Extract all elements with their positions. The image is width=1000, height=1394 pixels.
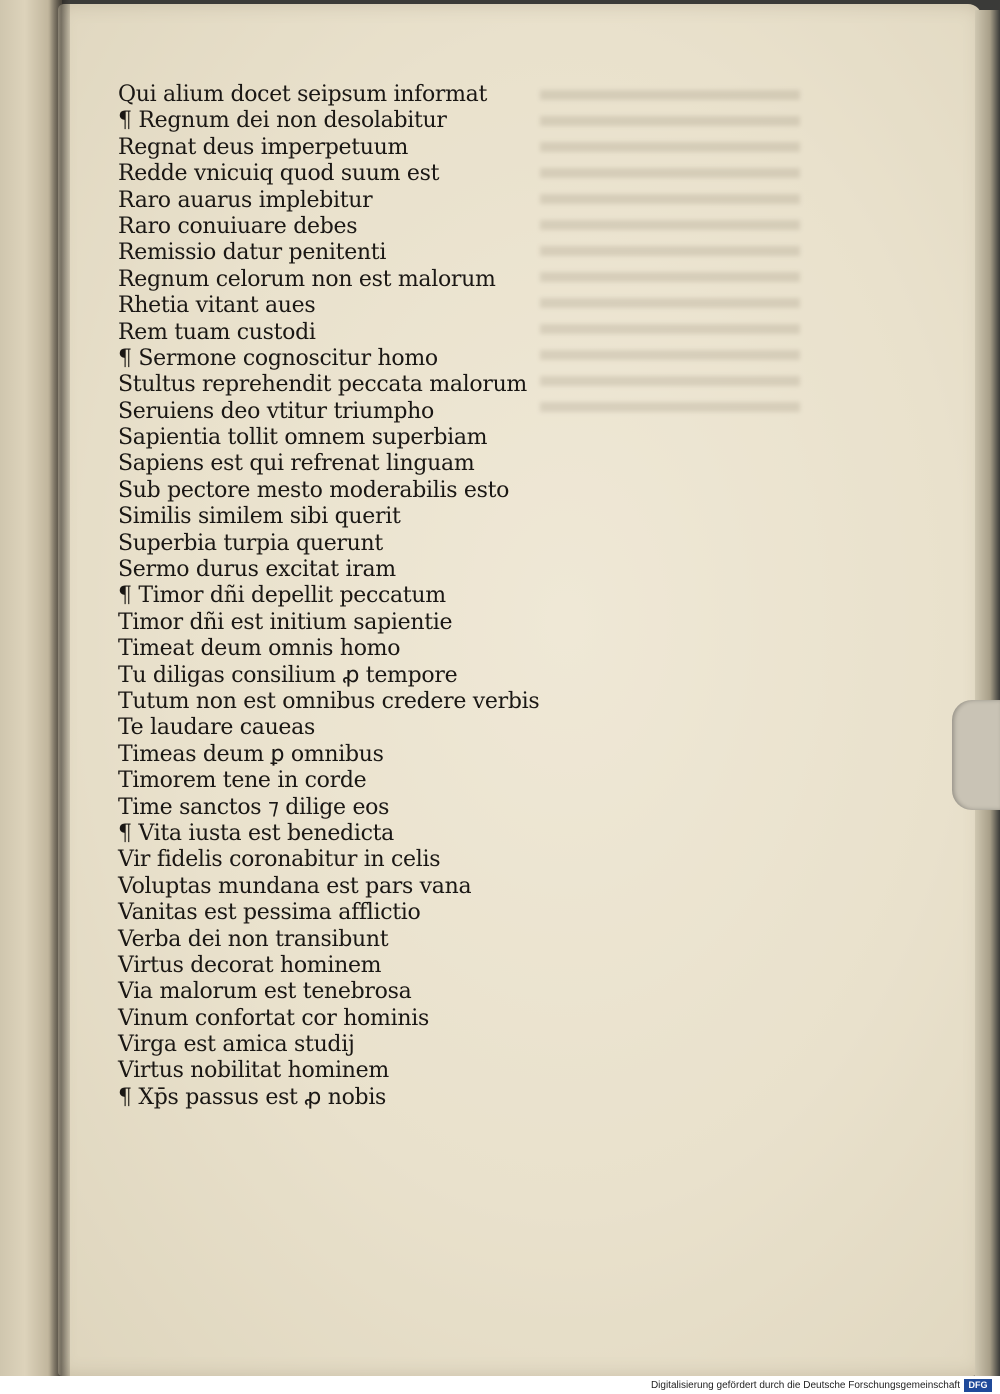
- text-line: Virga est amica studij: [118, 1032, 355, 1058]
- text-line: Regnat deus imperpetuum: [118, 134, 409, 160]
- text-line: Rem tuam custodi: [118, 319, 316, 345]
- text-line: ¶ Vita iusta est benedicta: [118, 820, 394, 846]
- page-tab: [952, 700, 1000, 810]
- text-line: Vanitas est pessima afflictio: [118, 900, 421, 926]
- text-line: Sapientia tollit omnem superbiam: [118, 425, 488, 451]
- text-line: Redde vnicuiq quod suum est: [118, 161, 440, 187]
- text-line: Sapiens est qui refrenat linguam: [118, 451, 475, 477]
- text-line: Time sanctos ⁊ dilige eos: [118, 794, 390, 820]
- show-through-text: [540, 90, 800, 420]
- page-edge-right: [975, 10, 1000, 1376]
- text-line: Remissio datur penitenti: [118, 240, 387, 266]
- text-line: ¶ Sermone cognoscitur homo: [118, 345, 438, 371]
- text-column: [118, 82, 578, 1111]
- text-line: Voluptas mundana est pars vana: [118, 873, 472, 899]
- text-line: ¶ Regnum dei non desolabitur: [118, 108, 447, 134]
- text-line: Raro auarus implebitur: [118, 187, 373, 213]
- text-line: Raro conuiuare debes: [118, 213, 358, 239]
- text-line: Tutum non est omnibus credere verbis: [118, 688, 540, 714]
- text-line: Stultus reprehendit peccata malorum: [118, 372, 527, 398]
- text-line: Vir fidelis coronabitur in celis: [118, 847, 441, 873]
- text-line: Regnum celorum non est malorum: [118, 266, 496, 292]
- dfg-logo: DFG: [964, 1379, 992, 1392]
- text-line: Virtus decorat hominem: [118, 952, 382, 978]
- text-line: Timeat deum omnis homo: [118, 636, 401, 662]
- text-line: Qui alium docet seipsum informat: [118, 82, 488, 107]
- text-line: Similis similem sibi querit: [118, 504, 401, 530]
- text-line: Timor dñi est initium sapientie: [118, 609, 453, 635]
- text-line: Tu diligas consilium ꝓ tempore: [118, 662, 458, 688]
- text-line: Via malorum est tenebrosa: [118, 979, 412, 1005]
- text-line: Sub pectore mesto moderabilis esto: [118, 477, 510, 503]
- text-line: ¶ Timor dñi depellit peccatum: [118, 583, 446, 609]
- funding-credit: Digitalisierung gefördert durch die Deutsche Forschungsgemeinschaft: [650, 1380, 960, 1391]
- text-line: Te laudare caueas: [118, 715, 315, 741]
- text-line: Seruiens deo vtitur triumpho: [118, 398, 434, 424]
- text-line: ¶ Xp̄s passus est ꝓ nobis: [118, 1084, 387, 1110]
- text-line: Sermo durus excitat iram: [118, 557, 396, 583]
- text-line: Timorem tene in corde: [118, 768, 367, 794]
- text-line: Superbia turpia querunt: [118, 530, 383, 556]
- text-line: Virtus nobilitat hominem: [118, 1058, 389, 1084]
- text-line: Vinum confortat cor hominis: [118, 1005, 429, 1031]
- binding-gutter: [48, 0, 70, 1376]
- text-line: Rhetia vitant aues: [118, 293, 316, 319]
- text-line: Verba dei non transibunt: [118, 926, 389, 952]
- text-line: Timeas deum ꝑ omnibus: [118, 741, 384, 767]
